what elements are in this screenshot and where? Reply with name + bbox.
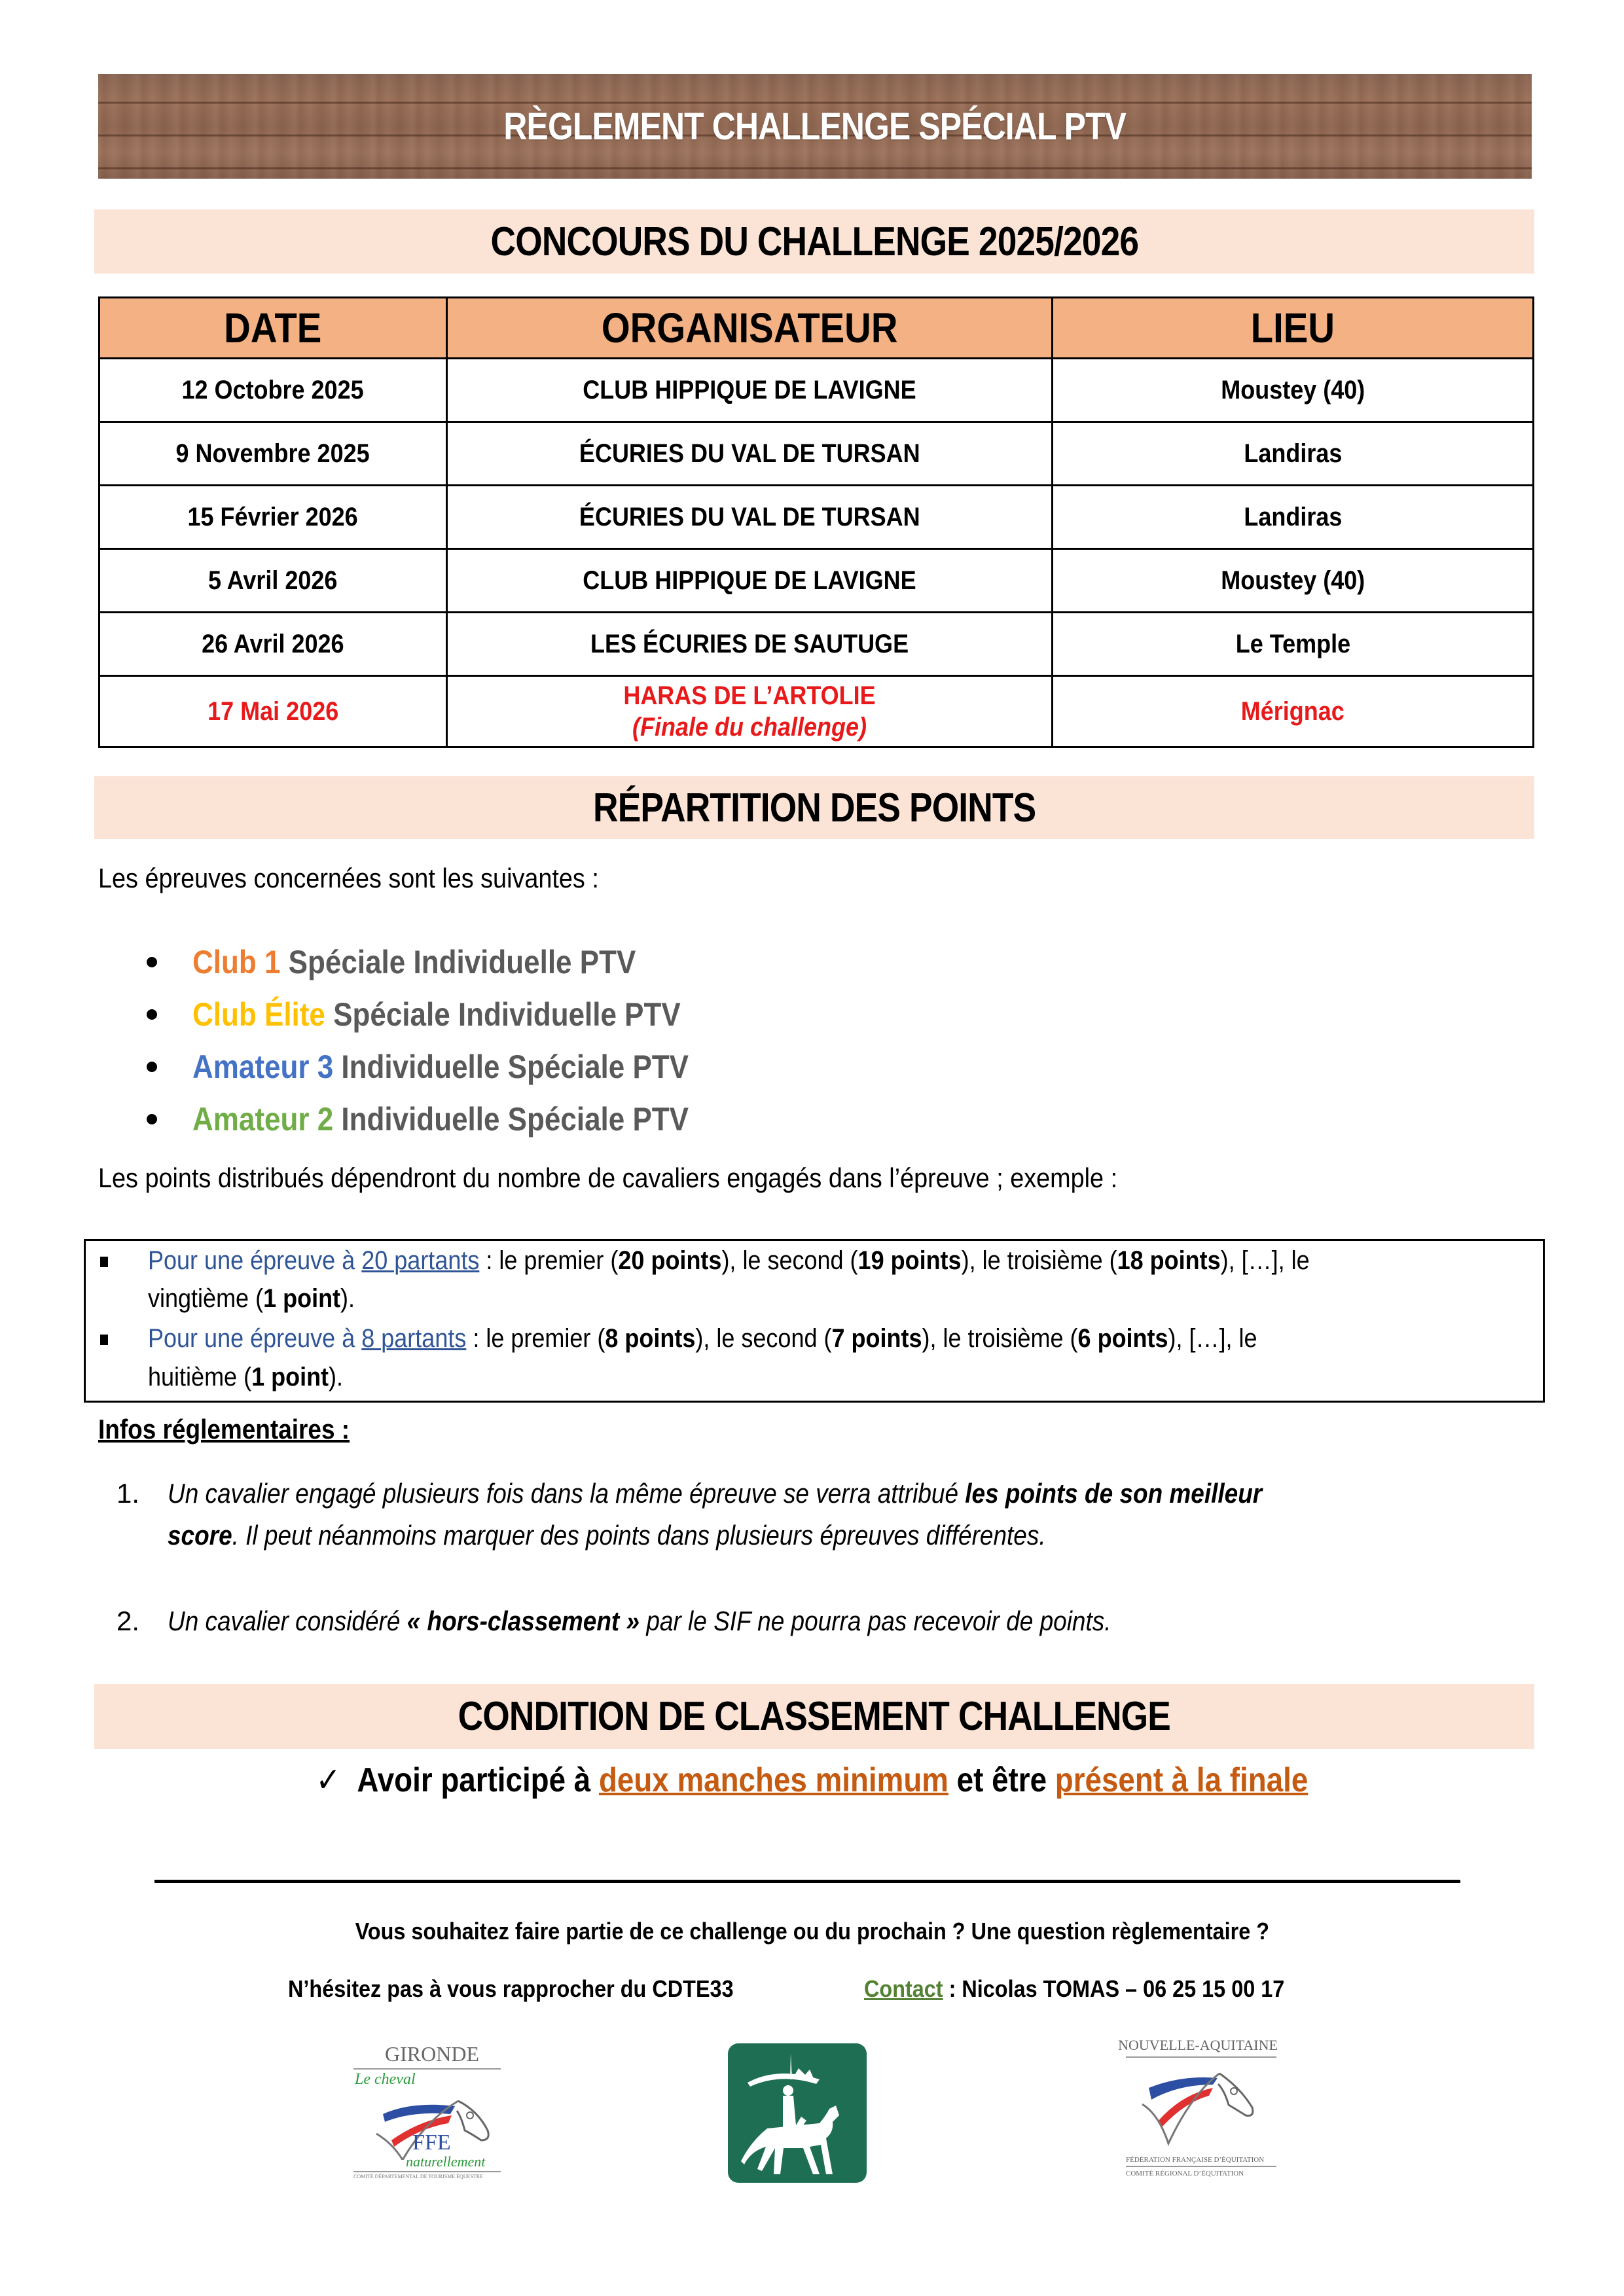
section-title-concours: CONCOURS DU CHALLENGE 2025/2026 [490, 219, 1138, 264]
logo-gironde-brand: FFE [412, 2130, 451, 2155]
cell-date: 12 Octobre 2025 [99, 359, 447, 422]
section-band-concours [94, 209, 1534, 274]
schedule-table [98, 296, 1534, 748]
table-row [99, 549, 1534, 613]
logo-nouvelle-aquitaine [1116, 2037, 1280, 2184]
logo-region-title: NOUVELLE-AQUITAINE [1118, 2037, 1278, 2053]
highlight-present-finale: présent à la finale [1055, 1761, 1308, 1799]
logo-region-line1: FÉDÉRATION FRANÇAISE D’ÉQUITATION [1126, 2156, 1265, 2164]
link-8-partants[interactable]: 8 partants [361, 1324, 467, 1353]
logo-gironde-tag2: naturellement [406, 2153, 486, 2170]
cell-organisateur [447, 676, 1053, 747]
table-row [99, 359, 1534, 422]
table-row [99, 486, 1534, 549]
epreuve-desc: Spéciale Individuelle PTV [280, 944, 636, 980]
cell-date: 17 Mai 2026 [99, 676, 447, 747]
table-row [99, 422, 1534, 486]
epreuve-level: Club Élite [192, 996, 325, 1033]
square-bullet-icon [100, 1257, 108, 1267]
example-8-line2: huitième (1 point). [148, 1363, 344, 1391]
cell-date: 5 Avril 2026 [99, 549, 447, 613]
cell-lieu: Moustey (40) [1053, 549, 1534, 613]
points-intro: Les points distribués dépendront du nombre de cavaliers engagés dans l’épreuve ; exemple : [98, 1162, 1118, 1193]
cell-lieu: Le Temple [1053, 613, 1534, 676]
rule-1-line1: Un cavalier engagé plusieurs fois dans la même épreuve se verra attribué les points de son meilleur [168, 1478, 1263, 1509]
section-band-repartition [94, 776, 1534, 839]
rule-number: 1. [117, 1478, 140, 1509]
cell-organisateur: CLUB HIPPIQUE DE LAVIGNE [447, 359, 1053, 422]
bullet-icon [147, 957, 157, 967]
cell-lieu: Mérignac [1053, 676, 1534, 747]
cell-date: 26 Avril 2026 [99, 613, 447, 676]
example-20-line1: Pour une épreuve à 20 partants : le premier (20 points), le second (19 points), le troisième (18 points), […], le [148, 1246, 1310, 1275]
horse-rider-icon [728, 2043, 867, 2183]
list-item [147, 1041, 756, 1093]
points-example-box [84, 1239, 1545, 1403]
link-20-partants[interactable]: 20 partants [361, 1246, 480, 1275]
epreuves-intro: Les épreuves concernées sont les suivantes : [98, 863, 599, 893]
rule-number: 2. [117, 1605, 140, 1636]
list-item [147, 988, 756, 1041]
final-note: (Finale du challenge) [632, 713, 867, 742]
section-band-condition [94, 1684, 1534, 1749]
square-bullet-icon [100, 1335, 108, 1345]
cell-organisateur: CLUB HIPPIQUE DE LAVIGNE [447, 549, 1053, 613]
document-title: RÈGLEMENT CHALLENGE SPÉCIAL PTV [503, 105, 1127, 148]
table-row [99, 613, 1534, 676]
footer-contact: Contact : Nicolas TOMAS – 06 25 15 00 17 [864, 1975, 1285, 2002]
cell-date: 9 Novembre 2025 [99, 422, 447, 486]
epreuve-level: Amateur 3 [192, 1049, 334, 1085]
final-organisateur: HARAS DE L’ARTOLIE [623, 681, 876, 710]
epreuve-level: Club 1 [192, 944, 281, 980]
column-header-lieu: LIEU [1053, 298, 1534, 359]
footer-approach: N’hésitez pas à vous rapprocher du CDTE33 [288, 1975, 734, 2002]
bullet-icon [147, 1062, 157, 1072]
cell-lieu: Landiras [1053, 422, 1534, 486]
epreuve-level: Amateur 2 [192, 1101, 334, 1138]
cell-organisateur: LES ÉCURIES DE SAUTUGE [447, 613, 1053, 676]
condition-requirement: ✓ Avoir participé à deux manches minimum et être présent à la finale [316, 1761, 1308, 1799]
list-item [147, 1093, 756, 1145]
column-header-date: DATE [99, 298, 447, 359]
highlight-deux-manches: deux manches minimum [599, 1761, 949, 1799]
table-header-row [99, 298, 1534, 359]
section-title-repartition: RÉPARTITION DES POINTS [592, 785, 1036, 831]
cell-organisateur: ÉCURIES DU VAL DE TURSAN [447, 486, 1053, 549]
epreuve-desc: Individuelle Spéciale PTV [333, 1049, 689, 1085]
cell-lieu: Landiras [1053, 486, 1534, 549]
logo-gironde-tag1: Le cheval [355, 2071, 416, 2088]
cell-date: 15 Février 2026 [99, 486, 447, 549]
horse-head-icon [1136, 2062, 1267, 2147]
epreuves-list [147, 936, 756, 1145]
infos-title: Infos réglementaires : [98, 1414, 350, 1444]
separator-line [154, 1880, 1460, 1883]
title-banner [98, 74, 1532, 179]
list-item [147, 936, 756, 988]
example-8-line1: Pour une épreuve à 8 partants : le premier (8 points), le second (7 points), le troisième (6 points), […], le [148, 1324, 1257, 1353]
rule-1-line2: score. Il peut néanmoins marquer des points dans plusieurs épreuves différentes. [168, 1520, 1046, 1551]
logo-gironde-title: GIRONDE [385, 2042, 479, 2066]
logo-gironde-caption: COMITÉ DÉPARTEMENTAL DE TOURISME ÉQUESTRE [353, 2174, 483, 2179]
rule-2: Un cavalier considéré « hors-classement » par le SIF ne pourra pas recevoir de points. [168, 1605, 1111, 1636]
logo-ptv [728, 2043, 867, 2183]
bullet-icon [147, 1009, 157, 1020]
bullet-icon [147, 1114, 157, 1124]
footer-question: Vous souhaitez faire partie de ce challenge ou du prochain ? Une question règlementaire ? [355, 1918, 1269, 1945]
epreuve-desc: Spéciale Individuelle PTV [325, 996, 681, 1033]
section-title-condition: CONDITION DE CLASSEMENT CHALLENGE [458, 1694, 1171, 1739]
logo-region-line2: COMITÉ RÉGIONAL D’ÉQUITATION [1126, 2170, 1244, 2178]
cell-lieu: Moustey (40) [1053, 359, 1534, 422]
checkmark-icon: ✓ [316, 1761, 341, 1799]
epreuve-desc: Individuelle Spéciale PTV [333, 1101, 689, 1138]
contact-link[interactable]: Contact [864, 1975, 943, 2002]
column-header-organisateur: ORGANISATEUR [447, 298, 1053, 359]
example-20-line2: vingtième (1 point). [148, 1284, 355, 1313]
cell-organisateur: ÉCURIES DU VAL DE TURSAN [447, 422, 1053, 486]
table-row-final [99, 676, 1534, 747]
logo-gironde [353, 2042, 511, 2183]
